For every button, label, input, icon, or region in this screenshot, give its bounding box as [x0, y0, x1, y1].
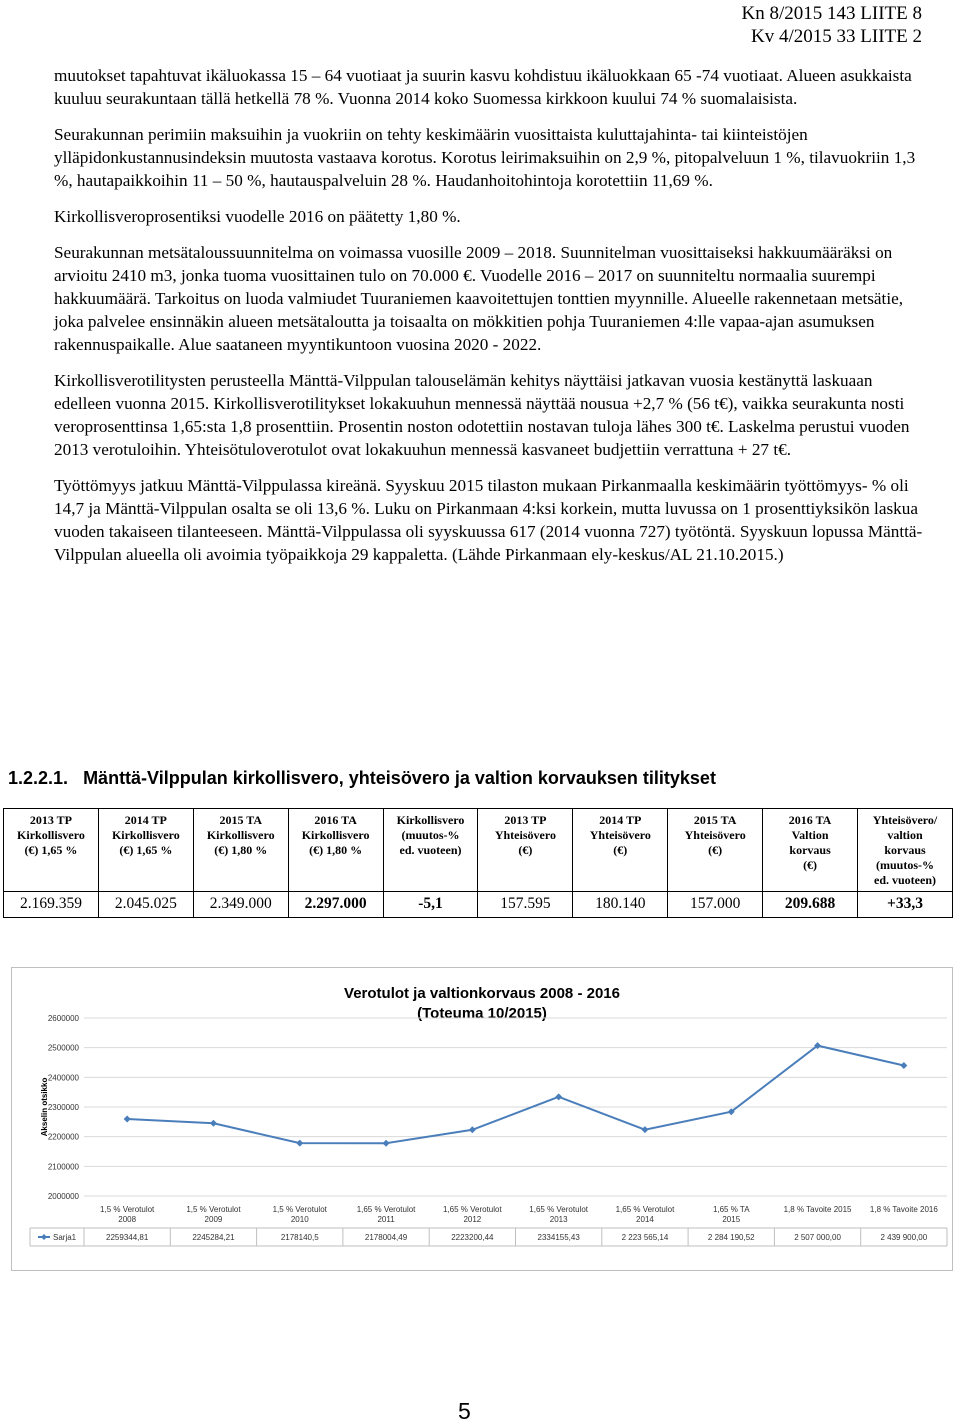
chart-y-tick-label: 2500000	[47, 1043, 79, 1053]
table-cell: +33,3	[858, 892, 953, 918]
table-header-line: (€) 1,65 %	[119, 843, 173, 857]
table-header-line: Yhteisövero	[684, 828, 746, 842]
section-title: Mänttä-Vilppulan kirkollisvero, yhteisövero ja valtion korvauksen tilitykset	[83, 768, 716, 788]
table-header-line: ed. vuoteen)	[874, 873, 936, 887]
chart-y-tick-label: 2600000	[47, 1014, 79, 1023]
table-header-line: ed. vuoteen)	[399, 843, 462, 857]
table-header-line: (€)	[708, 843, 723, 857]
table-header-cell	[193, 809, 288, 892]
chart-x-tick-label: 2013	[549, 1215, 568, 1224]
table-cell: 209.688	[763, 892, 858, 918]
chart-svg	[12, 968, 952, 1270]
chart-y-tick-label: 2300000	[47, 1103, 79, 1112]
table-header-line: 2015 TA	[693, 813, 737, 827]
chart-x-tick-label: 1,65 % Verotulot	[529, 1205, 589, 1214]
table-header-cell	[573, 809, 668, 892]
chart-y-tick-label: 2400000	[47, 1073, 79, 1083]
table-header-line: (€) 1,80 %	[214, 843, 268, 857]
table-cell: 157.595	[478, 892, 573, 918]
chart-y-axis-label: Akselin otsikko	[40, 1077, 49, 1137]
chart-series-line	[127, 1046, 904, 1144]
chart-legend-label: Sarja1	[53, 1233, 77, 1242]
chart-data-label: 2334155,43	[537, 1233, 580, 1242]
table-header-line: Valtion	[791, 828, 829, 842]
header-line-2: Kv 4/2015 33 LIITE 2	[751, 26, 922, 47]
table-cell: 2.169.359	[4, 892, 99, 918]
table-cell: -5,1	[383, 892, 478, 918]
body-text	[54, 64, 934, 566]
table-row	[4, 892, 953, 918]
page-header	[742, 2, 922, 48]
table-header-line: 2016 TA	[314, 813, 357, 827]
paragraph: Kirkollisverotilitysten perusteella Mänttä-Vilppulan talouselämän kehitys näyttäisi jatkavan vuosia kestänyttä laskuaan edelleen vuonna 2015. Kirkollisverotilitykset lokakuuhun mennessä näyttää nousua +2,7 % (56 t€), vaikka seurakunta nosti veroprosenttinsa 1,65:sta 1,8 prosenttiin. Prosentin noston odotettiin nostavan tuloja lähes 300 t€. Laskelma perustui vuoden 2013 verotuloihin. Yhteisötuloverotulot ovat lokakuuhun mennessä kasvaneet budjettiin verrattuna + 27 t€.	[54, 371, 910, 459]
chart-data-label: 2178140,5	[280, 1233, 319, 1242]
paragraph: muutokset tapahtuvat ikäluokassa 15 – 64 vuotiaat ja suurin kasvu kohdistuu ikäluokkaan 65 -74 vuotiaat. Alueen asukkaista kuuluu seurakuntaan tällä hetkellä 78 %. Vuonna 2014 koko Suomessa kirkkoon kuului 74 % suomalaisista.	[54, 66, 912, 108]
table-header-line: 2015 TA	[219, 813, 262, 827]
chart-title: Verotulot ja valtionkorvaus 2008 - 2016	[344, 985, 620, 1002]
table-header-line: Kirkollisvero	[206, 828, 275, 842]
table-header-line: Kirkollisvero	[17, 828, 85, 842]
chart-data-label: 2 439 900,00	[880, 1233, 928, 1242]
chart-data-point	[210, 1120, 217, 1127]
chart-x-tick-label: 1,5 % Verotulot	[100, 1205, 155, 1214]
chart-x-tick-label: 1,8 % Tavoite 2015	[783, 1205, 852, 1214]
table-cell: 157.000	[668, 892, 763, 918]
table-header-cell	[288, 809, 383, 892]
table-header-line: 2014 TP	[599, 813, 642, 827]
table-cell: 2.349.000	[193, 892, 288, 918]
chart-x-tick-label: 1,65 % Verotulot	[615, 1205, 675, 1214]
section-heading	[8, 768, 716, 789]
table-header-line: Yhteisövero	[589, 828, 651, 842]
table-header-line: Kirkollisvero	[301, 828, 370, 842]
chart-x-tick-label: 2012	[463, 1215, 482, 1224]
paragraph: Seurakunnan perimiin maksuihin ja vuokriin on tehty keskimäärin vuosittaista kuluttajahinta- tai kiinteistöjen ylläpidonkustannusindeksin muutosta vastaava korotus. Korotus leirimaksuihin on 2,9 %, pitopalveluun 1 %, tilavuokriin 1,3 %, hautapaikkoihin 11 – 50 %, hautauspalveluin 28 %. Haudanhoitohintoja korotettiin 11,69 %.	[54, 125, 916, 190]
table-header-line: korvaus	[884, 843, 926, 857]
chart-x-tick-label: 2010	[290, 1215, 309, 1224]
chart-legend-marker	[41, 1234, 47, 1240]
page-number: 5	[458, 1398, 471, 1424]
table-header-line: 2013 TP	[504, 813, 547, 827]
table-header-line: (muutos-%	[401, 828, 460, 842]
table-header-cell	[668, 809, 763, 892]
chart-y-tick-label: 2200000	[47, 1132, 79, 1142]
table-header-line: (€)	[518, 843, 533, 857]
table-header-line: (€)	[803, 858, 818, 872]
chart-data-label: 2 507 000,00	[794, 1233, 841, 1242]
chart-data-label: 2245284,21	[192, 1233, 235, 1242]
paragraph: Seurakunnan metsätaloussuunnitelma on voimassa vuosille 2009 – 2018. Suunnitelman vuosittaiseksi hakkuumääräksi on arvioitu 2410 m3, jonka tuoma vuosittainen tulo on 70.000 €. Vuodelle 2016 – 2017 on suunniteltu normaalia suurempi hakkuumäärä. Tarkoitus on luoda valmiudet Tuuraniemen kaavoitettujen tonttien myynnille. Alueelle rakennetaan metsätie, joka palvelee ensinnäkin alueen metsätaloutta ja toisaalta on mökkitien pohja Tuuraniemen 4:lle vapaa-ajan asumuksen rakennuspaikalle. Alue saataneen myyntikuntoon vuosina 2020 - 2022.	[54, 243, 904, 354]
table-header-line: (€) 1,80 %	[309, 843, 363, 857]
chart-data-label: 2259344,81	[106, 1233, 149, 1242]
table-header-row	[4, 809, 953, 892]
chart-x-tick-label: 1,8 % Tavoite 2016	[869, 1205, 938, 1214]
chart-y-tick-label: 2000000	[47, 1192, 79, 1201]
chart-x-tick-label: 2009	[204, 1215, 223, 1224]
chart-x-tick-label: 2015	[722, 1215, 741, 1224]
table-header-line: (muutos-%	[876, 858, 935, 872]
chart-data-point	[383, 1140, 390, 1147]
table-header-line: valtion	[887, 828, 923, 842]
table-header-cell	[763, 809, 858, 892]
chart-x-tick-label: 1,65 % Verotulot	[442, 1205, 502, 1214]
chart-x-tick-label: 1,65 % Verotulot	[356, 1205, 416, 1214]
table-cell: 180.140	[573, 892, 668, 918]
chart-x-tick-label: 2008	[118, 1215, 137, 1224]
table-header-line: 2013 TP	[29, 813, 72, 827]
chart-y-tick-label: 2100000	[47, 1162, 79, 1172]
table-header-line: Kirkollisvero	[396, 813, 465, 827]
chart-x-tick-label: 2011	[377, 1215, 395, 1224]
table-header-line: 2014 TP	[124, 813, 167, 827]
header-line-1: Kn 8/2015 143 LIITE 8	[741, 3, 922, 24]
chart-data-label: 2223200,44	[451, 1233, 494, 1242]
table-header-line: (€) 1,65 %	[24, 843, 78, 857]
chart-data-label: 2 223 565,14	[621, 1233, 669, 1242]
table-header-line: (€)	[613, 843, 628, 857]
table-header-line: Yhteisövero	[494, 828, 556, 842]
table-cell: 2.297.000	[288, 892, 383, 918]
table-header-line: 2016 TA	[788, 813, 832, 827]
table-header-cell	[478, 809, 573, 892]
chart-data-point	[469, 1126, 476, 1133]
section-number: 1.2.2.1.	[8, 768, 69, 788]
chart-x-tick-label: 1,5 % Verotulot	[272, 1205, 327, 1214]
chart-data-label: 2 284 190,52	[707, 1233, 755, 1242]
chart-data-point	[555, 1093, 562, 1100]
chart-x-tick-label: 1,65 % TA	[712, 1205, 750, 1214]
table-header-line: Kirkollisvero	[111, 828, 180, 842]
table-header-cell	[858, 809, 953, 892]
table-header-cell	[383, 809, 478, 892]
table-header-line: korvaus	[789, 843, 831, 857]
chart-data-point	[124, 1116, 131, 1123]
chart-data-point	[296, 1140, 303, 1147]
chart-data-point	[641, 1126, 648, 1133]
tax-table	[3, 808, 953, 918]
chart-data-label: 2178004,49	[364, 1233, 408, 1242]
table-header-cell	[98, 809, 193, 892]
chart-x-tick-label: 2014	[636, 1215, 654, 1224]
chart-x-tick-label: 1,5 % Verotulot	[186, 1205, 241, 1214]
chart-subtitle: (Toteuma 10/2015)	[417, 1005, 547, 1022]
table-header-cell	[4, 809, 99, 892]
chart-data-point	[900, 1062, 907, 1069]
paragraph: Kirkollisveroprosentiksi vuodelle 2016 on päätetty 1,80 %.	[54, 207, 461, 226]
table-cell: 2.045.025	[98, 892, 193, 918]
table-header-line: Yhteisövero/	[872, 813, 938, 827]
paragraph: Työttömyys jatkuu Mänttä-Vilppulassa kireänä. Syyskuu 2015 tilaston mukaan Pirkanmaalla keskimäärin työttömyys- % oli 14,7 ja Mänttä-Vilppulan osalta se oli 13,6 %. Luku on Pirkanmaan 4:ksi korkein, mutta luvussa on 1 prosenttiyksikön laskua vuoden takaiseen tilanteeseen. Mänttä-Vilppulassa oli syyskuussa 617 (2014 vuonna 727) työtöntä. Syyskuun lopussa Mänttä-Vilppulan alueella oli avoimia työpaikkoja 29 kappaletta. (Lähde Pirkanmaan ely-keskus/AL 21.10.2015.)	[54, 476, 923, 564]
revenue-chart	[11, 967, 953, 1271]
